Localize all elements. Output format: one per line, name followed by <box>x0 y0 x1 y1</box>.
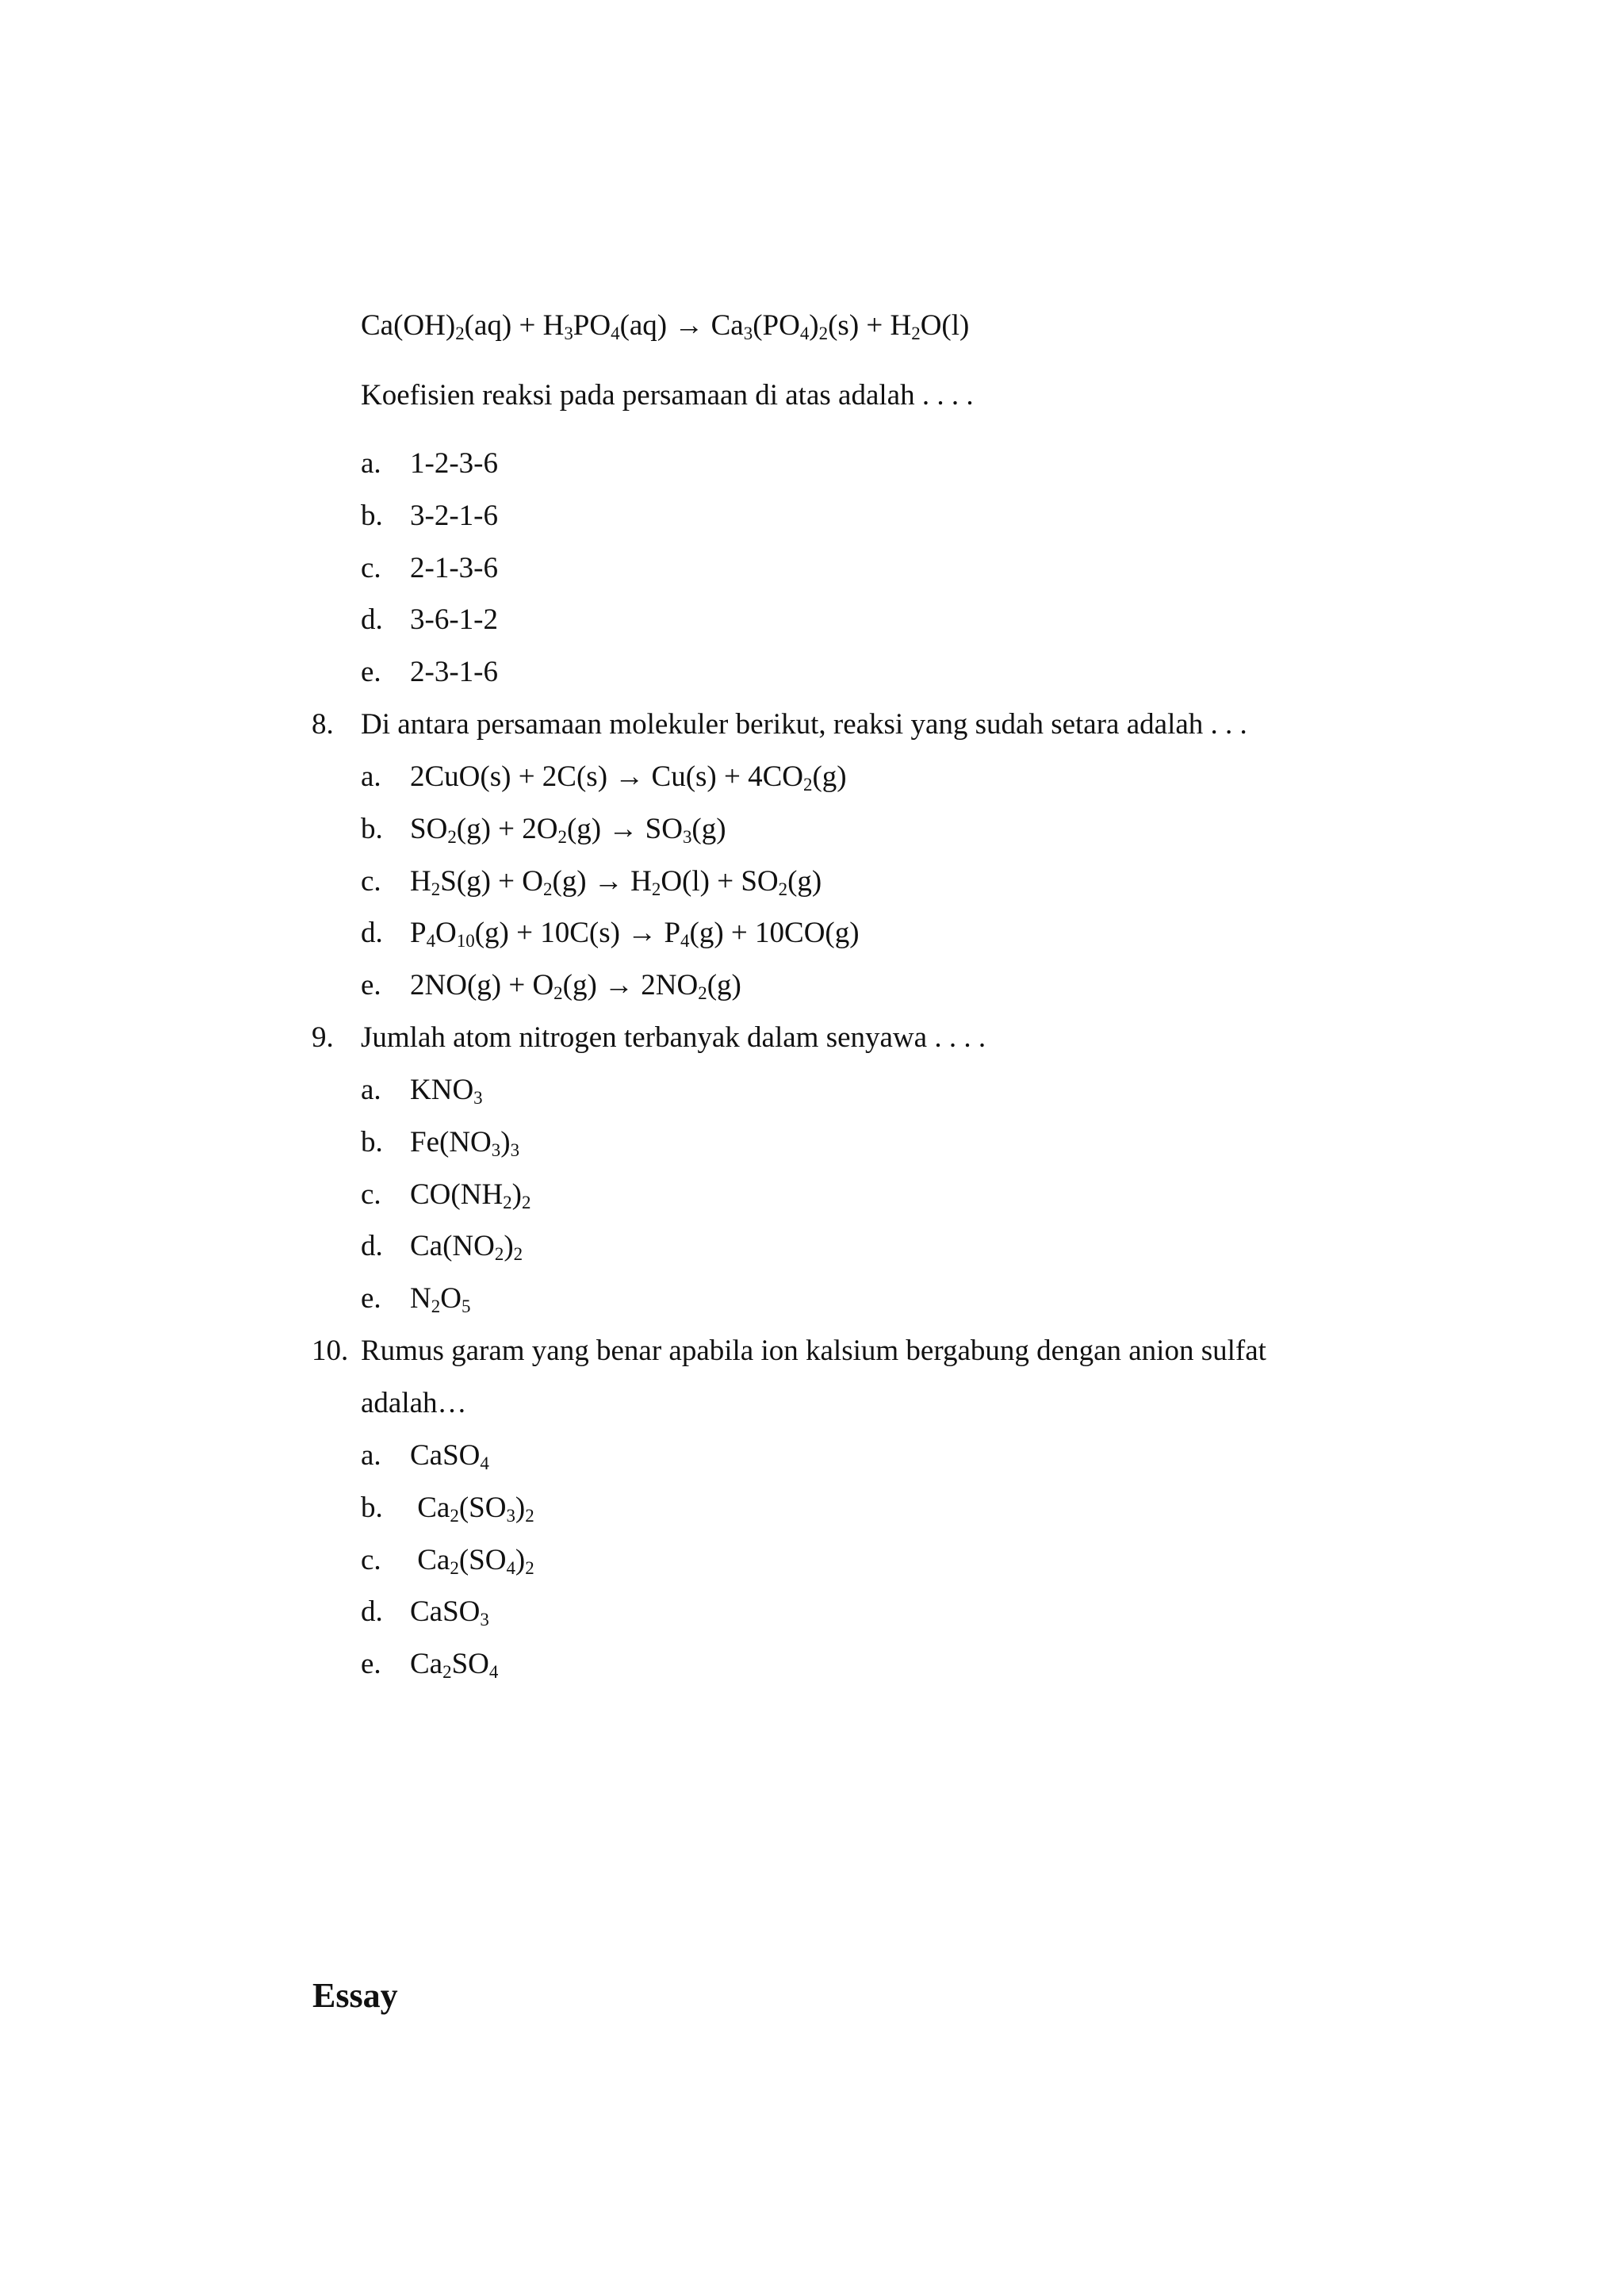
formula-text: Ca <box>410 1544 450 1576</box>
option-text: 3-6-1-2 <box>410 603 498 636</box>
formula-subscript: 2 <box>450 1506 459 1526</box>
formula-text: SO <box>410 813 448 845</box>
formula-subscript: 3 <box>510 1140 520 1161</box>
q9-option-e[interactable] <box>361 1281 471 1317</box>
formula-text: (SO <box>458 1544 507 1576</box>
option-text <box>410 1125 519 1163</box>
q9-question <box>312 1021 986 1055</box>
q8-question <box>312 707 1247 742</box>
option-letter: c. <box>361 1178 381 1211</box>
formula-text: Ca <box>410 1648 443 1680</box>
formula-text: PO <box>573 309 611 342</box>
question-number: 8. <box>312 708 334 741</box>
formula-text: (g) + 10C(s) → P <box>474 917 681 949</box>
q8-option-d[interactable] <box>361 916 860 952</box>
q10-option-c[interactable] <box>361 1543 534 1579</box>
q7-option-a[interactable] <box>361 446 498 481</box>
formula-subscript: 2 <box>450 1558 459 1579</box>
q7-question <box>361 378 974 413</box>
question-text-line2: adalah… <box>361 1387 467 1419</box>
option-text <box>410 864 822 902</box>
option-text: 1-2-3-6 <box>410 447 498 480</box>
option-letter: e. <box>361 969 381 1001</box>
formula-text: ) <box>500 1126 511 1158</box>
formula-subscript: 2 <box>778 879 788 900</box>
question-text: Di antara persamaan molekuler berikut, reaksi yang sudah setara adalah . . . <box>361 708 1247 741</box>
option-text <box>410 1229 523 1267</box>
formula-subscript: 2 <box>494 1244 504 1265</box>
option-letter: a. <box>361 760 381 793</box>
formula-text: ) <box>504 1230 514 1262</box>
question-text: Jumlah atom nitrogen terbanyak dalam senyawa . . . . <box>361 1021 986 1054</box>
formula-text: (g) + 10CO(g) <box>689 917 860 949</box>
formula-subscript: 3 <box>491 1140 501 1161</box>
formula-text: S(g) + O <box>440 865 544 898</box>
q10-option-b[interactable] <box>361 1491 534 1526</box>
option-letter: a. <box>361 1074 381 1106</box>
formula-subscript: 2 <box>447 827 457 848</box>
formula-subscript: 5 <box>461 1296 471 1317</box>
q7-option-d[interactable] <box>361 603 498 638</box>
formula-text: Fe(NO <box>410 1126 492 1158</box>
option-text <box>410 1438 489 1476</box>
q7-equation-text <box>361 309 969 342</box>
question-number: 9. <box>312 1021 334 1054</box>
formula-subscript: 4 <box>506 1558 515 1579</box>
essay-heading: Essay <box>312 1976 398 2015</box>
q9-option-a[interactable] <box>361 1073 483 1109</box>
option-text: 2-1-3-6 <box>410 552 498 584</box>
formula-text: ) <box>809 309 819 342</box>
q8-option-b[interactable] <box>361 812 726 848</box>
formula-subscript: 3 <box>473 1088 483 1109</box>
q8-option-e[interactable] <box>361 968 741 1004</box>
formula-text: Ca <box>410 1492 450 1524</box>
formula-text: P <box>410 917 427 949</box>
formula-text: CO(NH <box>410 1178 504 1211</box>
option-text: 2-3-1-6 <box>410 656 498 688</box>
q10-option-d[interactable] <box>361 1595 489 1630</box>
formula-text: SO <box>451 1648 489 1680</box>
formula-text: (aq) + H <box>464 309 565 342</box>
option-text <box>410 1281 470 1319</box>
formula-text: ) <box>515 1492 526 1524</box>
option-letter: c. <box>361 1544 381 1576</box>
formula-subscript: 4 <box>680 931 690 952</box>
formula-subscript: 2 <box>553 983 563 1004</box>
option-letter: e. <box>361 1648 381 1680</box>
formula-subscript: 2 <box>525 1506 534 1526</box>
formula-text: H <box>410 865 431 898</box>
option-letter: e. <box>361 1282 381 1315</box>
option-text <box>410 760 847 798</box>
formula-subscript: 2 <box>818 324 829 344</box>
question-number: 10. <box>312 1335 349 1367</box>
option-letter: d. <box>361 1230 383 1262</box>
formula-text: (g) → SO <box>566 813 683 845</box>
option-letter: a. <box>361 447 381 480</box>
formula-text: Ca(OH) <box>361 309 456 342</box>
q7-option-b[interactable] <box>361 499 498 534</box>
option-letter: c. <box>361 865 381 898</box>
q7-option-c[interactable] <box>361 551 498 586</box>
formula-subscript: 2 <box>442 1662 452 1683</box>
formula-text: O(l) <box>920 309 970 342</box>
option-text <box>410 968 741 1006</box>
option-letter: b. <box>361 500 383 532</box>
option-text <box>410 812 726 850</box>
formula-subscript: 2 <box>431 879 441 900</box>
option-letter: c. <box>361 552 381 584</box>
formula-subscript: 4 <box>611 324 620 344</box>
q9-option-b[interactable] <box>361 1125 520 1161</box>
q10-question <box>312 1334 1266 1369</box>
q9-option-d[interactable] <box>361 1229 523 1265</box>
formula-subscript: 4 <box>426 931 436 952</box>
q9-option-c[interactable] <box>361 1178 531 1213</box>
formula-text: ) <box>511 1178 522 1211</box>
formula-text: (g) <box>707 969 741 1001</box>
q7-question-text: Koefisien reaksi pada persamaan di atas adalah . . . . <box>361 379 974 412</box>
option-text <box>410 1543 534 1581</box>
formula-text: (g) → H <box>552 865 652 898</box>
option-letter: a. <box>361 1439 381 1472</box>
q10-option-e[interactable] <box>361 1647 499 1683</box>
formula-subscript: 4 <box>488 1662 499 1683</box>
formula-subscript: 2 <box>557 827 567 848</box>
formula-subscript: 10 <box>456 931 475 952</box>
formula-subscript: 2 <box>513 1244 523 1265</box>
formula-text: N <box>410 1282 431 1315</box>
formula-subscript: 2 <box>525 1558 534 1579</box>
formula-subscript: 2 <box>803 775 813 795</box>
formula-subscript: 3 <box>564 324 573 344</box>
formula-subscript: 3 <box>506 1506 515 1526</box>
option-letter: d. <box>361 1595 383 1628</box>
formula-text: (aq) → Ca <box>619 309 744 342</box>
q10-question-cont <box>361 1386 467 1421</box>
option-text <box>410 1073 483 1111</box>
formula-subscript: 2 <box>521 1193 531 1213</box>
formula-text: (g) <box>691 813 726 845</box>
q10-option-a[interactable] <box>361 1438 489 1474</box>
formula-text: 2NO(g) + O <box>410 969 554 1001</box>
formula-subscript: 3 <box>743 324 753 344</box>
formula-subscript: 4 <box>799 324 810 344</box>
option-text <box>410 1491 534 1529</box>
option-letter: e. <box>361 656 381 688</box>
q8-option-a[interactable] <box>361 760 847 795</box>
formula-text: O <box>435 917 457 949</box>
formula-text: (s) + H <box>828 309 912 342</box>
formula-text: (g) <box>812 760 847 793</box>
option-text <box>410 1595 489 1633</box>
formula-text: ) <box>515 1544 526 1576</box>
formula-subscript: 4 <box>480 1453 489 1474</box>
q7-option-e[interactable] <box>361 655 498 690</box>
option-letter: b. <box>361 1126 383 1158</box>
formula-subscript: 2 <box>503 1193 512 1213</box>
formula-text: O <box>440 1282 462 1315</box>
formula-subscript: 2 <box>911 324 921 344</box>
formula-text: Ca(NO <box>410 1230 495 1262</box>
formula-subscript: 2 <box>431 1296 441 1317</box>
option-text <box>410 1178 530 1216</box>
formula-text: (g) <box>787 865 822 898</box>
formula-text: (PO <box>753 309 800 342</box>
formula-text: O(l) + SO <box>661 865 779 898</box>
formula-subscript: 3 <box>480 1610 489 1630</box>
formula-text: (g) + 2O <box>456 813 558 845</box>
option-text <box>410 1647 498 1685</box>
formula-subscript: 2 <box>651 879 661 900</box>
option-letter: b. <box>361 813 383 845</box>
formula-text: (g) → 2NO <box>562 969 699 1001</box>
formula-text: (SO <box>458 1492 507 1524</box>
option-letter: d. <box>361 917 383 949</box>
formula-text: CaSO <box>410 1595 481 1628</box>
option-text <box>410 916 860 954</box>
option-letter: b. <box>361 1492 383 1524</box>
q7-equation <box>361 308 969 347</box>
formula-subscript: 2 <box>455 324 465 344</box>
formula-subscript: 2 <box>698 983 707 1004</box>
formula-subscript: 2 <box>543 879 553 900</box>
formula-text: KNO <box>410 1074 474 1106</box>
option-text: 3-2-1-6 <box>410 500 498 532</box>
formula-text: CaSO <box>410 1439 481 1472</box>
question-text-line1: Rumus garam yang benar apabila ion kalsium bergabung dengan anion sulfat <box>361 1335 1266 1367</box>
option-letter: d. <box>361 603 383 636</box>
formula-text: 2CuO(s) + 2C(s) → Cu(s) + 4CO <box>410 760 804 793</box>
q8-option-c[interactable] <box>361 864 822 900</box>
formula-subscript: 3 <box>682 827 692 848</box>
